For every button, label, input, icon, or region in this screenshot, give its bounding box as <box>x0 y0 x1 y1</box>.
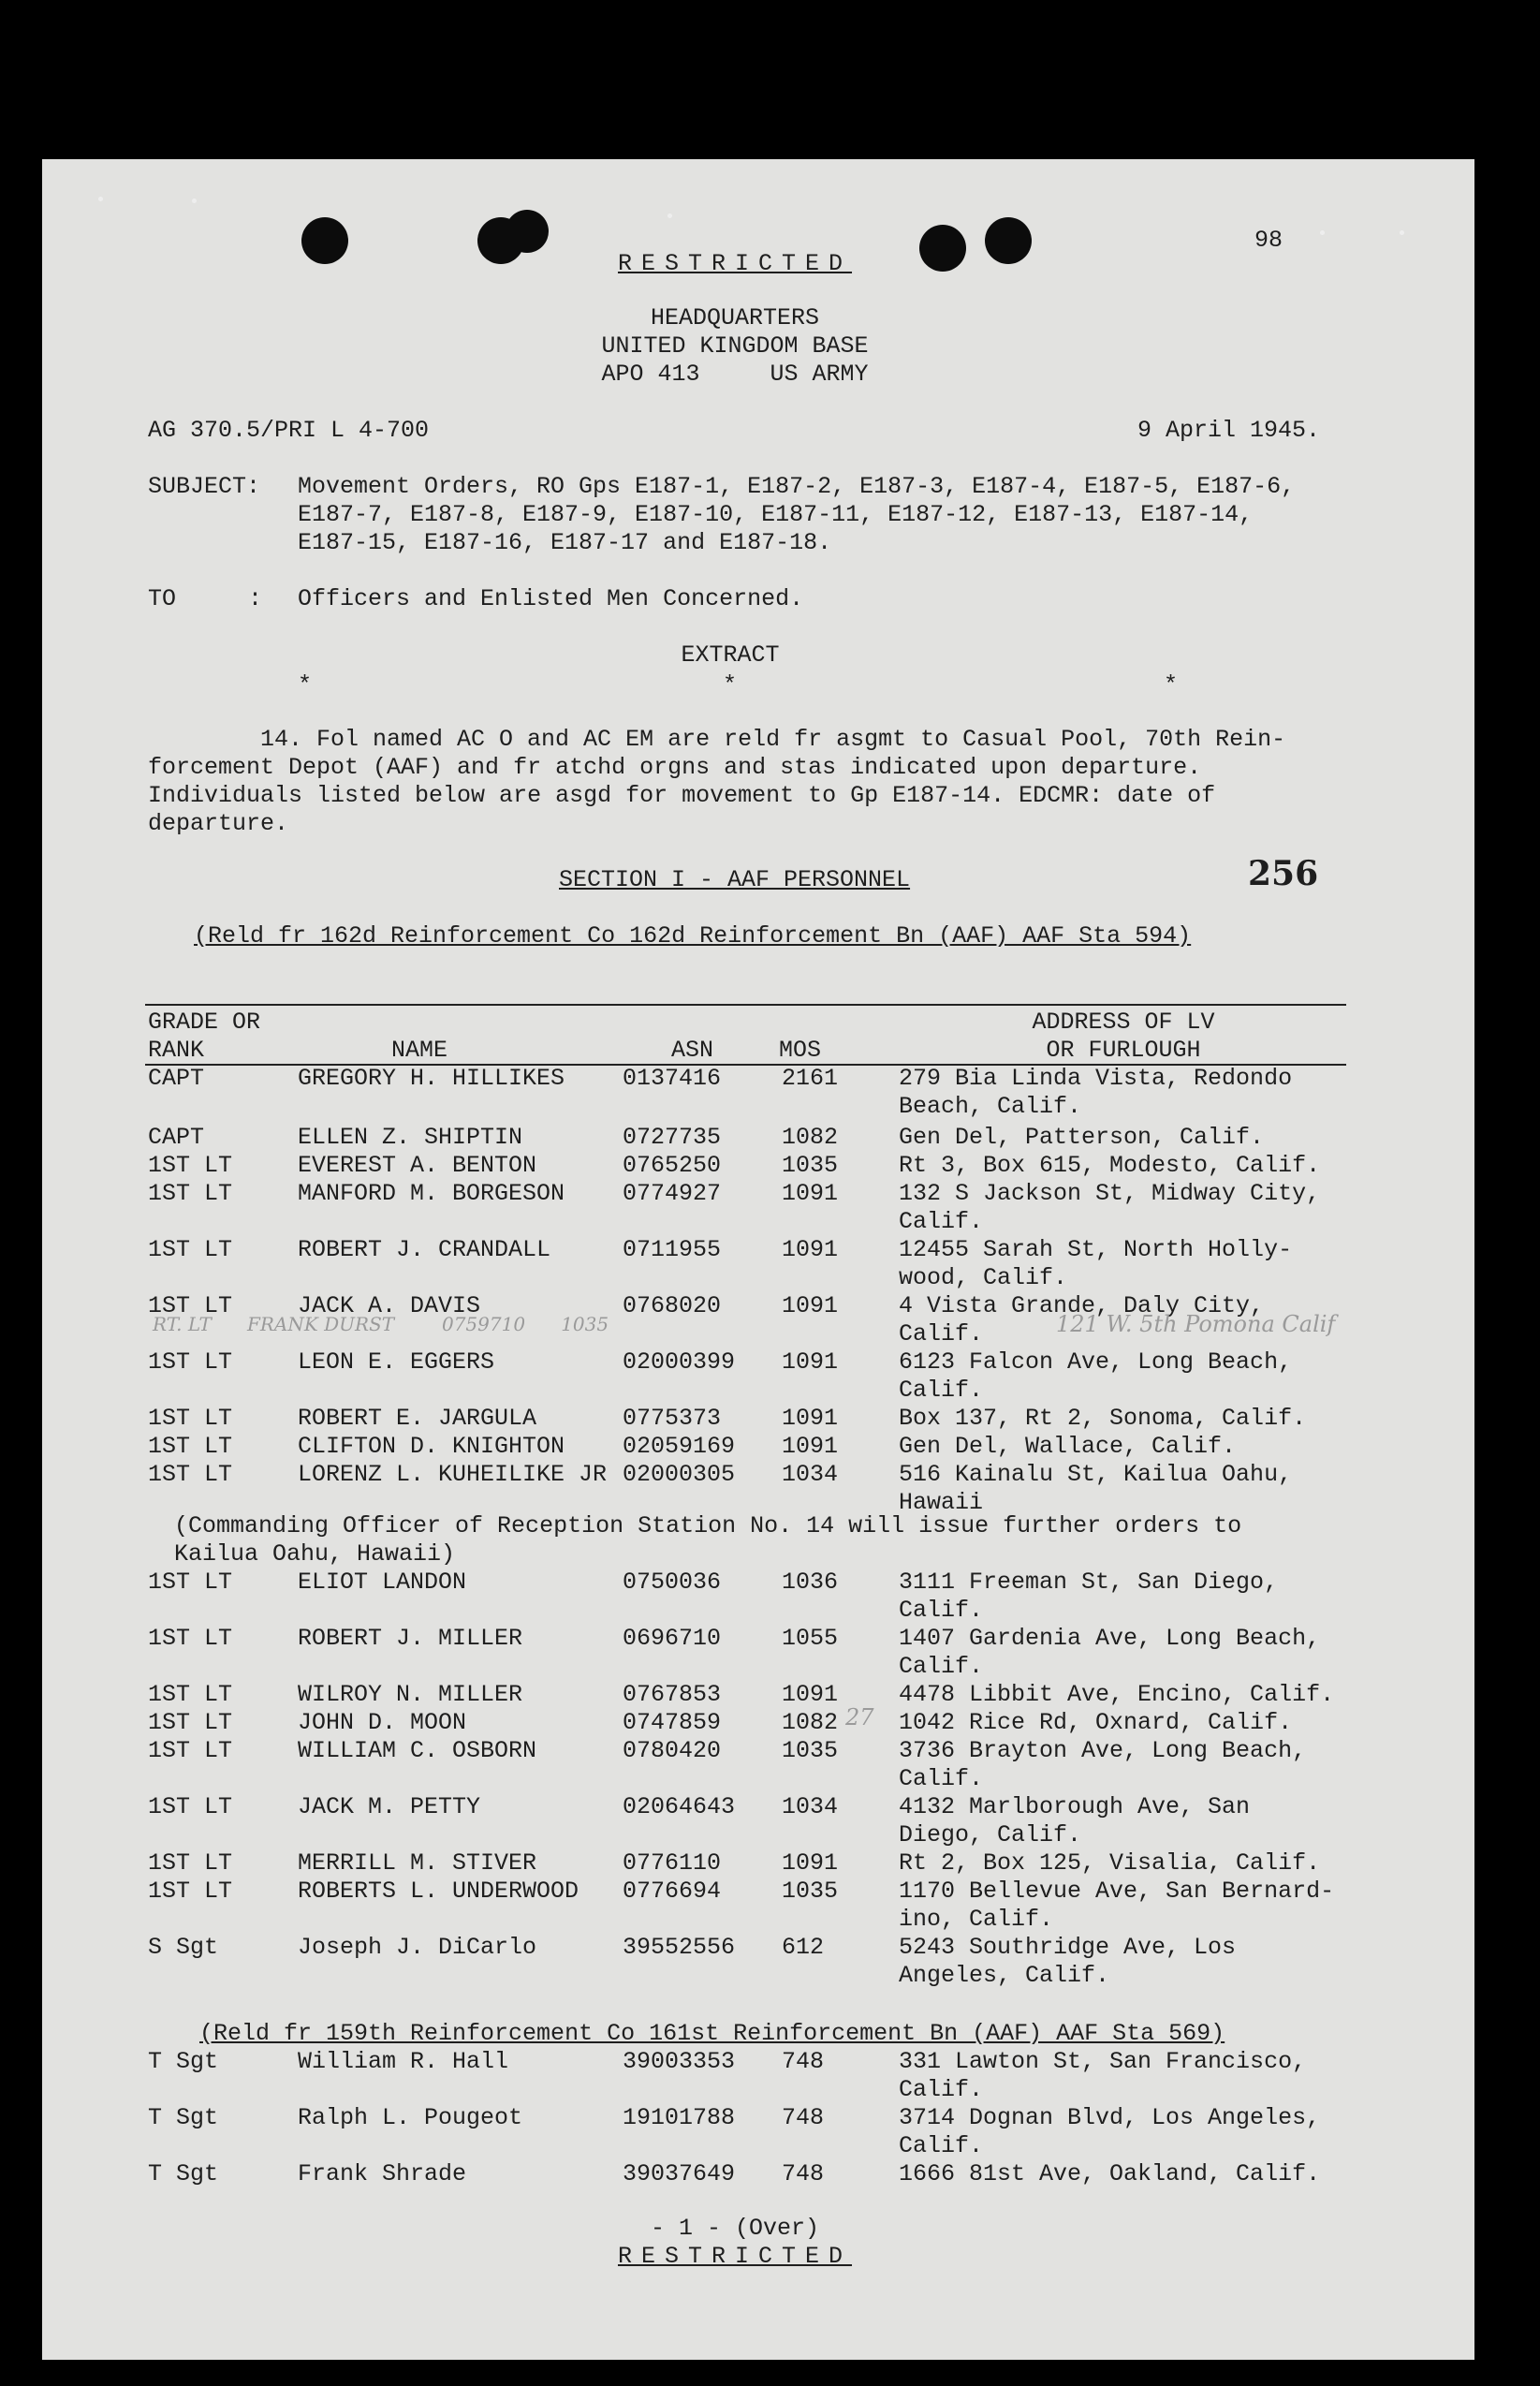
row-mos: 748 <box>782 2048 825 2075</box>
handwritten-address: 121 W. 5th Pomona Calif <box>1056 1311 1336 1337</box>
row-name: ROBERT J. CRANDALL <box>298 1236 551 1263</box>
row-asn: 0774927 <box>623 1180 722 1207</box>
row-asn: 0750036 <box>623 1569 722 1596</box>
row-address-line: 4132 Marlborough Ave, San <box>899 1793 1251 1820</box>
row-asn: 39037649 <box>623 2160 736 2187</box>
group-heading-2: (Reld fr 159th Reinforcement Co 161st Reinforcement Bn (AAF) AAF Sta 569) <box>199 2020 1225 2047</box>
header-asn: ASN <box>671 1037 714 1064</box>
row-address-line: Calif. <box>899 1208 984 1235</box>
row-address-line: Angeles, Calif. <box>899 1962 1110 1989</box>
row-name: ELLEN Z. SHIPTIN <box>298 1124 523 1151</box>
row-address-line: 3111 Freeman St, San Diego, <box>899 1569 1279 1596</box>
row-name: MANFORD M. BORGESON <box>298 1180 565 1207</box>
row-address-line: 1170 Bellevue Ave, San Bernard- <box>899 1878 1335 1905</box>
row-name: JACK M. PETTY <box>298 1793 481 1820</box>
row-asn: 0776110 <box>623 1849 722 1877</box>
row-name: EVEREST A. BENTON <box>298 1152 537 1179</box>
row-rank: CAPT <box>148 1065 205 1092</box>
stamped-number: 256 <box>1248 854 1319 893</box>
row-mos: 1082 <box>782 1709 839 1736</box>
header-address-2: OR FURLOUGH <box>1046 1037 1201 1064</box>
row-asn: 02000305 <box>623 1461 736 1488</box>
row-address-line: wood, Calif. <box>899 1264 1068 1291</box>
asterisk: * <box>298 671 313 699</box>
asterisk: * <box>1164 671 1179 699</box>
row-rank: 1ST LT <box>148 1180 233 1207</box>
row-mos: 1035 <box>782 1878 839 1905</box>
row-address-line: Calif. <box>899 2132 984 2159</box>
handwritten-mos-mark: 27 <box>845 1704 874 1731</box>
row-address-line: 132 S Jackson St, Midway City, <box>899 1180 1321 1207</box>
row-rank: 1ST LT <box>148 1461 233 1488</box>
row-address-line: 331 Lawton St, San Francisco, <box>899 2048 1307 2075</box>
restricted-header: RESTRICTED <box>617 250 853 277</box>
row-rank: S Sgt <box>148 1934 219 1961</box>
row-rank: 1ST LT <box>148 1625 233 1652</box>
row-address-line: Calif. <box>899 1597 984 1624</box>
row-name: Ralph L. Pougeot <box>298 2104 523 2131</box>
section-heading: SECTION I - AAF PERSONNEL <box>559 866 911 893</box>
row-address-line: Calif. <box>899 1765 984 1792</box>
row-address-line: Box 137, Rt 2, Sonoma, Calif. <box>899 1405 1307 1432</box>
row-name: WILROY N. MILLER <box>298 1681 523 1708</box>
row-name: CLIFTON D. KNIGHTON <box>298 1433 565 1460</box>
row-name: WILLIAM C. OSBORN <box>298 1737 537 1764</box>
row-name: Joseph J. DiCarlo <box>298 1934 537 1961</box>
row-mos: 748 <box>782 2104 825 2131</box>
row-address-line: 4 Vista Grande, Daly City, <box>899 1292 1265 1319</box>
punch-hole <box>919 225 966 272</box>
header-grade-2: RANK <box>148 1037 205 1064</box>
row-asn: 0768020 <box>623 1292 722 1319</box>
row-rank: T Sgt <box>148 2160 219 2187</box>
row-name: Frank Shrade <box>298 2160 467 2187</box>
row-rank: 1ST LT <box>148 1849 233 1877</box>
row-rank: 1ST LT <box>148 1793 233 1820</box>
subject-line-2: E187-7, E187-8, E187-9, E187-10, E187-11, E187-12, E187-13, E187-14, <box>298 501 1254 528</box>
row-name: William R. Hall <box>298 2048 509 2075</box>
asterisk: * <box>723 671 738 699</box>
row-name: MERRILL M. STIVER <box>298 1849 537 1877</box>
row-mos: 1055 <box>782 1625 839 1652</box>
row-rank: 1ST LT <box>148 1236 233 1263</box>
row-asn: 39552556 <box>623 1934 736 1961</box>
row-address-line: 12455 Sarah St, North Holly- <box>899 1236 1293 1263</box>
row-mos: 2161 <box>782 1065 839 1092</box>
row-rank: 1ST LT <box>148 1348 233 1376</box>
row-name: ELIOT LANDON <box>298 1569 467 1596</box>
margin-speck <box>1320 230 1325 235</box>
row-rank: T Sgt <box>148 2048 219 2075</box>
page-number: 98 <box>1254 227 1283 254</box>
row-mos: 1091 <box>782 1433 839 1460</box>
reception-note-line-2: Kailua Oahu, Hawaii) <box>174 1540 456 1568</box>
margin-speck <box>192 199 197 203</box>
hq-line-2: UNITED KINGDOM BASE <box>601 332 869 360</box>
row-asn: 0711955 <box>623 1236 722 1263</box>
margin-speck <box>1400 230 1404 235</box>
row-mos: 612 <box>782 1934 825 1961</box>
row-name: JACK A. DAVIS <box>298 1292 481 1319</box>
row-mos: 1091 <box>782 1292 839 1319</box>
header-name: NAME <box>391 1037 448 1064</box>
extract-label: EXTRACT <box>681 641 780 669</box>
row-address-line: 4478 Libbit Ave, Encino, Calif. <box>899 1681 1335 1708</box>
row-name: JOHN D. MOON <box>298 1709 467 1736</box>
page-footer: - 1 - (Over) <box>650 2215 820 2242</box>
hq-line-3: APO 413 US ARMY <box>601 361 869 388</box>
row-address-line: Gen Del, Patterson, Calif. <box>899 1124 1265 1151</box>
row-address-line: 1042 Rice Rd, Oxnard, Calif. <box>899 1709 1293 1736</box>
row-rank: CAPT <box>148 1124 205 1151</box>
row-asn: 0776694 <box>623 1878 722 1905</box>
header-mos: MOS <box>779 1037 822 1064</box>
row-rank: T Sgt <box>148 2104 219 2131</box>
to-recipients: Officers and Enlisted Men Concerned. <box>298 585 804 612</box>
row-mos: 1091 <box>782 1236 839 1263</box>
punch-hole <box>506 210 549 253</box>
reception-note-line-1: (Commanding Officer of Reception Station No. 14 will issue further orders to <box>174 1512 1242 1539</box>
header-grade-1: GRADE OR <box>148 1009 261 1036</box>
row-address-line: 1407 Gardenia Ave, Long Beach, <box>899 1625 1321 1652</box>
row-asn: 0765250 <box>623 1152 722 1179</box>
row-name: LORENZ L. KUHEILIKE JR <box>298 1461 608 1488</box>
row-name: ROBERTS L. UNDERWOOD <box>298 1878 579 1905</box>
row-asn: 0775373 <box>623 1405 722 1432</box>
punch-hole <box>301 217 348 264</box>
row-mos: 1091 <box>782 1849 839 1877</box>
row-asn: 02059169 <box>623 1433 736 1460</box>
row-asn: 0696710 <box>623 1625 722 1652</box>
paragraph-line-3: Individuals listed below are asgd for movement to Gp E187-14. EDCMR: date of <box>148 782 1216 809</box>
row-asn: 39003353 <box>623 2048 736 2075</box>
row-asn: 0767853 <box>623 1681 722 1708</box>
row-address-line: ino, Calif. <box>899 1906 1054 1933</box>
group-heading-1: (Reld fr 162d Reinforcement Co 162d Reinforcement Bn (AAF) AAF Sta 594) <box>194 922 1192 950</box>
row-mos: 1082 <box>782 1124 839 1151</box>
row-address-line: Diego, Calif. <box>899 1821 1082 1848</box>
row-rank: 1ST LT <box>148 1681 233 1708</box>
row-mos: 1091 <box>782 1180 839 1207</box>
file-reference: AG 370.5/PRI L 4-700 <box>148 417 430 444</box>
row-name: LEON E. EGGERS <box>298 1348 495 1376</box>
subject-line-3: E187-15, E187-16, E187-17 and E187-18. <box>298 529 832 556</box>
table-top-rule <box>145 1004 1346 1006</box>
row-name: GREGORY H. HILLIKES <box>298 1065 565 1092</box>
row-asn: 0137416 <box>623 1065 722 1092</box>
row-address-line: 516 Kainalu St, Kailua Oahu, <box>899 1461 1293 1488</box>
paragraph-line-4: departure. <box>148 810 289 837</box>
row-name: ROBERT J. MILLER <box>298 1625 523 1652</box>
paragraph-line-2: forcement Depot (AAF) and fr atchd orgns and stas indicated upon departure. <box>148 754 1202 781</box>
row-mos: 1035 <box>782 1152 839 1179</box>
subject-line-1: Movement Orders, RO Gps E187-1, E187-2, E187-3, E187-4, E187-5, E187-6, <box>298 473 1296 500</box>
row-asn: 0747859 <box>623 1709 722 1736</box>
row-rank: 1ST LT <box>148 1737 233 1764</box>
row-rank: 1ST LT <box>148 1292 233 1319</box>
handwritten-entry: RT. LT FRANK DURST 0759710 1035 <box>153 1313 609 1335</box>
margin-speck <box>667 214 672 218</box>
row-address-line: 1666 81st Ave, Oakland, Calif. <box>899 2160 1321 2187</box>
punch-hole <box>985 217 1032 264</box>
row-asn: 02000399 <box>623 1348 736 1376</box>
row-address-line: Calif. <box>899 1377 984 1404</box>
row-rank: 1ST LT <box>148 1569 233 1596</box>
row-address-line: 279 Bia Linda Vista, Redondo <box>899 1065 1293 1092</box>
subject-label: SUBJECT: <box>148 473 261 500</box>
row-mos: 1034 <box>782 1793 839 1820</box>
to-label: TO <box>148 585 177 612</box>
row-rank: 1ST LT <box>148 1878 233 1905</box>
hq-line-1: HEADQUARTERS <box>650 304 820 331</box>
row-address-line: 3714 Dognan Blvd, Los Angeles, <box>899 2104 1321 2131</box>
restricted-footer: RESTRICTED <box>617 2243 853 2270</box>
row-asn: 0727735 <box>623 1124 722 1151</box>
row-address-line: 3736 Brayton Ave, Long Beach, <box>899 1737 1307 1764</box>
margin-speck <box>98 197 103 201</box>
paragraph-line-1: 14. Fol named AC O and AC EM are reld fr asgmt to Casual Pool, 70th Rein- <box>260 726 1286 753</box>
row-address-line: 5243 Southridge Ave, Los <box>899 1934 1237 1961</box>
row-mos: 748 <box>782 2160 825 2187</box>
row-rank: 1ST LT <box>148 1709 233 1736</box>
to-colon: : <box>248 585 263 612</box>
row-address-line: Hawaii <box>899 1489 984 1516</box>
row-mos: 1034 <box>782 1461 839 1488</box>
row-name: ROBERT E. JARGULA <box>298 1405 537 1432</box>
row-address-line: Rt 3, Box 615, Modesto, Calif. <box>899 1152 1321 1179</box>
row-asn: 0780420 <box>623 1737 722 1764</box>
row-address-line: Calif. <box>899 1653 984 1680</box>
row-mos: 1091 <box>782 1405 839 1432</box>
row-address-line: Beach, Calif. <box>899 1093 1082 1120</box>
row-rank: 1ST LT <box>148 1433 233 1460</box>
row-address-line: Calif. <box>899 1320 984 1348</box>
row-mos: 1091 <box>782 1681 839 1708</box>
row-address-line: Calif. <box>899 2076 984 2103</box>
row-asn: 19101788 <box>623 2104 736 2131</box>
row-mos: 1036 <box>782 1569 839 1596</box>
row-rank: 1ST LT <box>148 1405 233 1432</box>
row-rank: 1ST LT <box>148 1152 233 1179</box>
row-asn: 02064643 <box>623 1793 736 1820</box>
row-address-line: Rt 2, Box 125, Visalia, Calif. <box>899 1849 1321 1877</box>
document-date: 9 April 1945. <box>1137 417 1321 444</box>
row-address-line: 6123 Falcon Ave, Long Beach, <box>899 1348 1293 1376</box>
row-mos: 1035 <box>782 1737 839 1764</box>
row-mos: 1091 <box>782 1348 839 1376</box>
header-address-1: ADDRESS OF LV <box>1032 1009 1215 1036</box>
row-address-line: Gen Del, Wallace, Calif. <box>899 1433 1237 1460</box>
